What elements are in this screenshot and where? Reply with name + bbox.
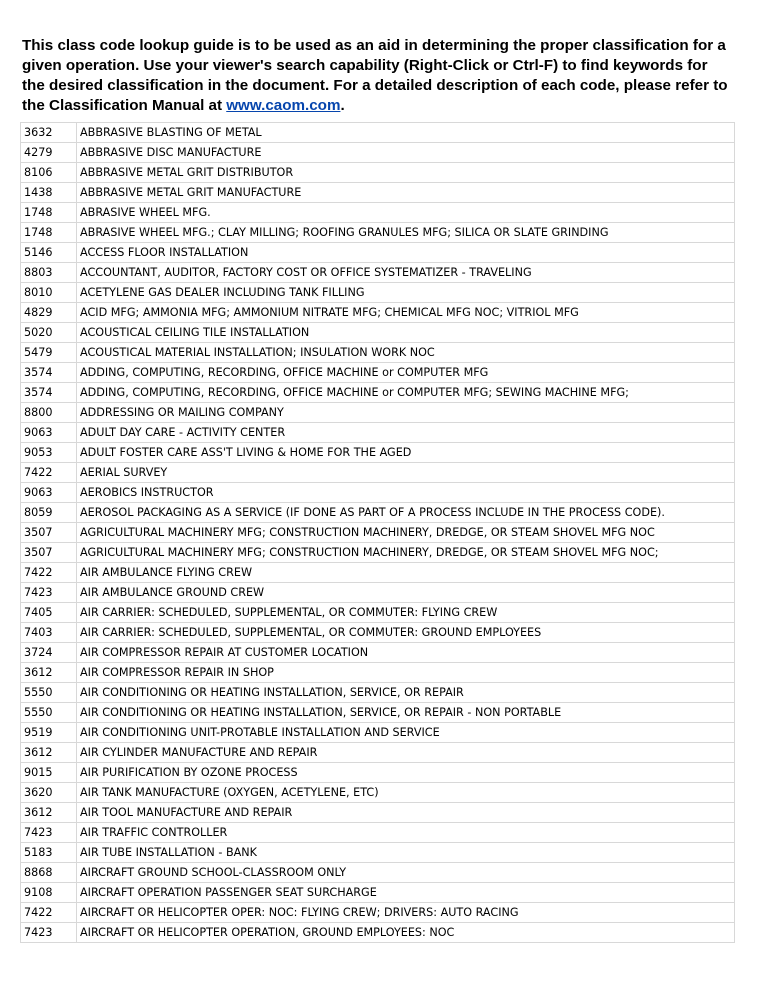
class-code: 5479 xyxy=(21,343,77,363)
table-row xyxy=(21,163,735,183)
table-row xyxy=(21,723,735,743)
table-row xyxy=(21,463,735,483)
class-description: AIR TRAFFIC CONTROLLER xyxy=(77,823,735,843)
class-description: AIR AMBULANCE FLYING CREW xyxy=(77,563,735,583)
class-code: 7423 xyxy=(21,923,77,943)
class-description: ABBRASIVE METAL GRIT MANUFACTURE xyxy=(77,183,735,203)
class-description: AIR AMBULANCE GROUND CREW xyxy=(77,583,735,603)
class-code: 5550 xyxy=(21,683,77,703)
class-code: 3612 xyxy=(21,743,77,763)
class-code-table xyxy=(20,122,735,943)
table-row xyxy=(21,343,735,363)
class-description: AIR TOOL MANUFACTURE AND REPAIR xyxy=(77,803,735,823)
table-row xyxy=(21,863,735,883)
class-description: AIR CARRIER: SCHEDULED, SUPPLEMENTAL, OR COMMUTER: GROUND EMPLOYEES xyxy=(77,623,735,643)
table-row xyxy=(21,123,735,143)
class-code: 3724 xyxy=(21,643,77,663)
class-code: 5020 xyxy=(21,323,77,343)
class-code: 3620 xyxy=(21,783,77,803)
class-code: 7423 xyxy=(21,823,77,843)
class-code: 9053 xyxy=(21,443,77,463)
table-row xyxy=(21,263,735,283)
class-description: ACOUSTICAL MATERIAL INSTALLATION; INSULATION WORK NOC xyxy=(77,343,735,363)
class-description: ACCOUNTANT, AUDITOR, FACTORY COST OR OFFICE SYSTEMATIZER - TRAVELING xyxy=(77,263,735,283)
class-description: ACETYLENE GAS DEALER INCLUDING TANK FILLING xyxy=(77,283,735,303)
class-description: AGRICULTURAL MACHINERY MFG; CONSTRUCTION MACHINERY, DREDGE, OR STEAM SHOVEL MFG NOC; xyxy=(77,543,735,563)
class-description: AIR CARRIER: SCHEDULED, SUPPLEMENTAL, OR COMMUTER: FLYING CREW xyxy=(77,603,735,623)
class-code: 7422 xyxy=(21,903,77,923)
table-row xyxy=(21,403,735,423)
class-description: ADULT FOSTER CARE ASS'T LIVING & HOME FOR THE AGED xyxy=(77,443,735,463)
class-description: AIRCRAFT OR HELICOPTER OPERATION, GROUND EMPLOYEES: NOC xyxy=(77,923,735,943)
caom-link[interactable]: www.caom.com xyxy=(226,97,341,114)
class-code: 7422 xyxy=(21,563,77,583)
class-code: 1438 xyxy=(21,183,77,203)
table-row xyxy=(21,223,735,243)
table-row xyxy=(21,903,735,923)
class-description: AIRCRAFT OR HELICOPTER OPER: NOC: FLYING CREW; DRIVERS: AUTO RACING xyxy=(77,903,735,923)
class-code: 7405 xyxy=(21,603,77,623)
class-code: 3574 xyxy=(21,363,77,383)
table-row xyxy=(21,443,735,463)
class-code: 8803 xyxy=(21,263,77,283)
table-row xyxy=(21,843,735,863)
table-row xyxy=(21,803,735,823)
class-description: AERIAL SURVEY xyxy=(77,463,735,483)
table-row xyxy=(21,143,735,163)
table-row xyxy=(21,383,735,403)
class-code: 8868 xyxy=(21,863,77,883)
class-code: 9063 xyxy=(21,483,77,503)
table-row xyxy=(21,503,735,523)
class-description: AIRCRAFT OPERATION PASSENGER SEAT SURCHARGE xyxy=(77,883,735,903)
table-row xyxy=(21,363,735,383)
class-code: 3612 xyxy=(21,663,77,683)
class-description: ADDRESSING OR MAILING COMPANY xyxy=(77,403,735,423)
class-description: ACID MFG; AMMONIA MFG; AMMONIUM NITRATE MFG; CHEMICAL MFG NOC; VITRIOL MFG xyxy=(77,303,735,323)
class-description: ABRASIVE WHEEL MFG.; CLAY MILLING; ROOFING GRANULES MFG; SILICA OR SLATE GRINDING xyxy=(77,223,735,243)
class-code: 8106 xyxy=(21,163,77,183)
class-code: 8800 xyxy=(21,403,77,423)
class-code: 5183 xyxy=(21,843,77,863)
class-code: 9519 xyxy=(21,723,77,743)
class-code: 9063 xyxy=(21,423,77,443)
table-row xyxy=(21,243,735,263)
class-code: 3632 xyxy=(21,123,77,143)
class-description: ABBRASIVE DISC MANUFACTURE xyxy=(77,143,735,163)
table-row xyxy=(21,483,735,503)
table-row xyxy=(21,743,735,763)
class-code: 7403 xyxy=(21,623,77,643)
class-description: AEROBICS INSTRUCTOR xyxy=(77,483,735,503)
table-row xyxy=(21,583,735,603)
table-row xyxy=(21,423,735,443)
table-row xyxy=(21,823,735,843)
class-code: 9108 xyxy=(21,883,77,903)
class-code: 5146 xyxy=(21,243,77,263)
table-row xyxy=(21,643,735,663)
intro-paragraph xyxy=(22,36,734,116)
table-row xyxy=(21,783,735,803)
class-code: 3612 xyxy=(21,803,77,823)
intro-trailing: . xyxy=(340,97,345,114)
class-description: AIR TUBE INSTALLATION - BANK xyxy=(77,843,735,863)
class-code: 8059 xyxy=(21,503,77,523)
class-description: AIR TANK MANUFACTURE (OXYGEN, ACETYLENE, ETC) xyxy=(77,783,735,803)
table-row xyxy=(21,703,735,723)
class-description: AIR CONDITIONING UNIT-PROTABLE INSTALLATION AND SERVICE xyxy=(77,723,735,743)
class-code: 3507 xyxy=(21,543,77,563)
table-row xyxy=(21,283,735,303)
class-code: 3507 xyxy=(21,523,77,543)
class-description: ABBRASIVE METAL GRIT DISTRIBUTOR xyxy=(77,163,735,183)
table-row xyxy=(21,683,735,703)
class-description: AIR CONDITIONING OR HEATING INSTALLATION, SERVICE, OR REPAIR xyxy=(77,683,735,703)
class-description: ADDING, COMPUTING, RECORDING, OFFICE MACHINE or COMPUTER MFG xyxy=(77,363,735,383)
class-description: ACOUSTICAL CEILING TILE INSTALLATION xyxy=(77,323,735,343)
table-row xyxy=(21,663,735,683)
table-row xyxy=(21,183,735,203)
intro-text: This class code lookup guide is to be used as an aid in determining the proper classification for a given operation. Use your viewer's search capability (Right-Click or Ctrl-F) to find keywords for the desired classification in the document. For a detailed description of each code, please refer to the Classification Manual at xyxy=(22,37,728,114)
table-row xyxy=(21,563,735,583)
table-row xyxy=(21,203,735,223)
table-row xyxy=(21,603,735,623)
class-description: ADULT DAY CARE - ACTIVITY CENTER xyxy=(77,423,735,443)
class-code: 7423 xyxy=(21,583,77,603)
table-row xyxy=(21,323,735,343)
table-row xyxy=(21,763,735,783)
table-row xyxy=(21,923,735,943)
class-description: AIRCRAFT GROUND SCHOOL-CLASSROOM ONLY xyxy=(77,863,735,883)
class-description: ACCESS FLOOR INSTALLATION xyxy=(77,243,735,263)
class-code: 1748 xyxy=(21,203,77,223)
class-code: 4829 xyxy=(21,303,77,323)
class-description: AIR COMPRESSOR REPAIR AT CUSTOMER LOCATION xyxy=(77,643,735,663)
class-description: ADDING, COMPUTING, RECORDING, OFFICE MACHINE or COMPUTER MFG; SEWING MACHINE MFG; xyxy=(77,383,735,403)
class-description: AIR CONDITIONING OR HEATING INSTALLATION, SERVICE, OR REPAIR - NON PORTABLE xyxy=(77,703,735,723)
table-row xyxy=(21,623,735,643)
class-description: AEROSOL PACKAGING AS A SERVICE (IF DONE AS PART OF A PROCESS INCLUDE IN THE PROCESS CODE). xyxy=(77,503,735,523)
class-description: AGRICULTURAL MACHINERY MFG; CONSTRUCTION MACHINERY, DREDGE, OR STEAM SHOVEL MFG NOC xyxy=(77,523,735,543)
class-description: ABRASIVE WHEEL MFG. xyxy=(77,203,735,223)
table-row xyxy=(21,883,735,903)
class-code: 4279 xyxy=(21,143,77,163)
class-code: 1748 xyxy=(21,223,77,243)
class-description: ABBRASIVE BLASTING OF METAL xyxy=(77,123,735,143)
table-row xyxy=(21,523,735,543)
class-description: AIR PURIFICATION BY OZONE PROCESS xyxy=(77,763,735,783)
class-code: 8010 xyxy=(21,283,77,303)
class-description: AIR COMPRESSOR REPAIR IN SHOP xyxy=(77,663,735,683)
class-description: AIR CYLINDER MANUFACTURE AND REPAIR xyxy=(77,743,735,763)
class-code: 7422 xyxy=(21,463,77,483)
table-row xyxy=(21,303,735,323)
class-code: 3574 xyxy=(21,383,77,403)
table-row xyxy=(21,543,735,563)
class-code: 9015 xyxy=(21,763,77,783)
class-code: 5550 xyxy=(21,703,77,723)
